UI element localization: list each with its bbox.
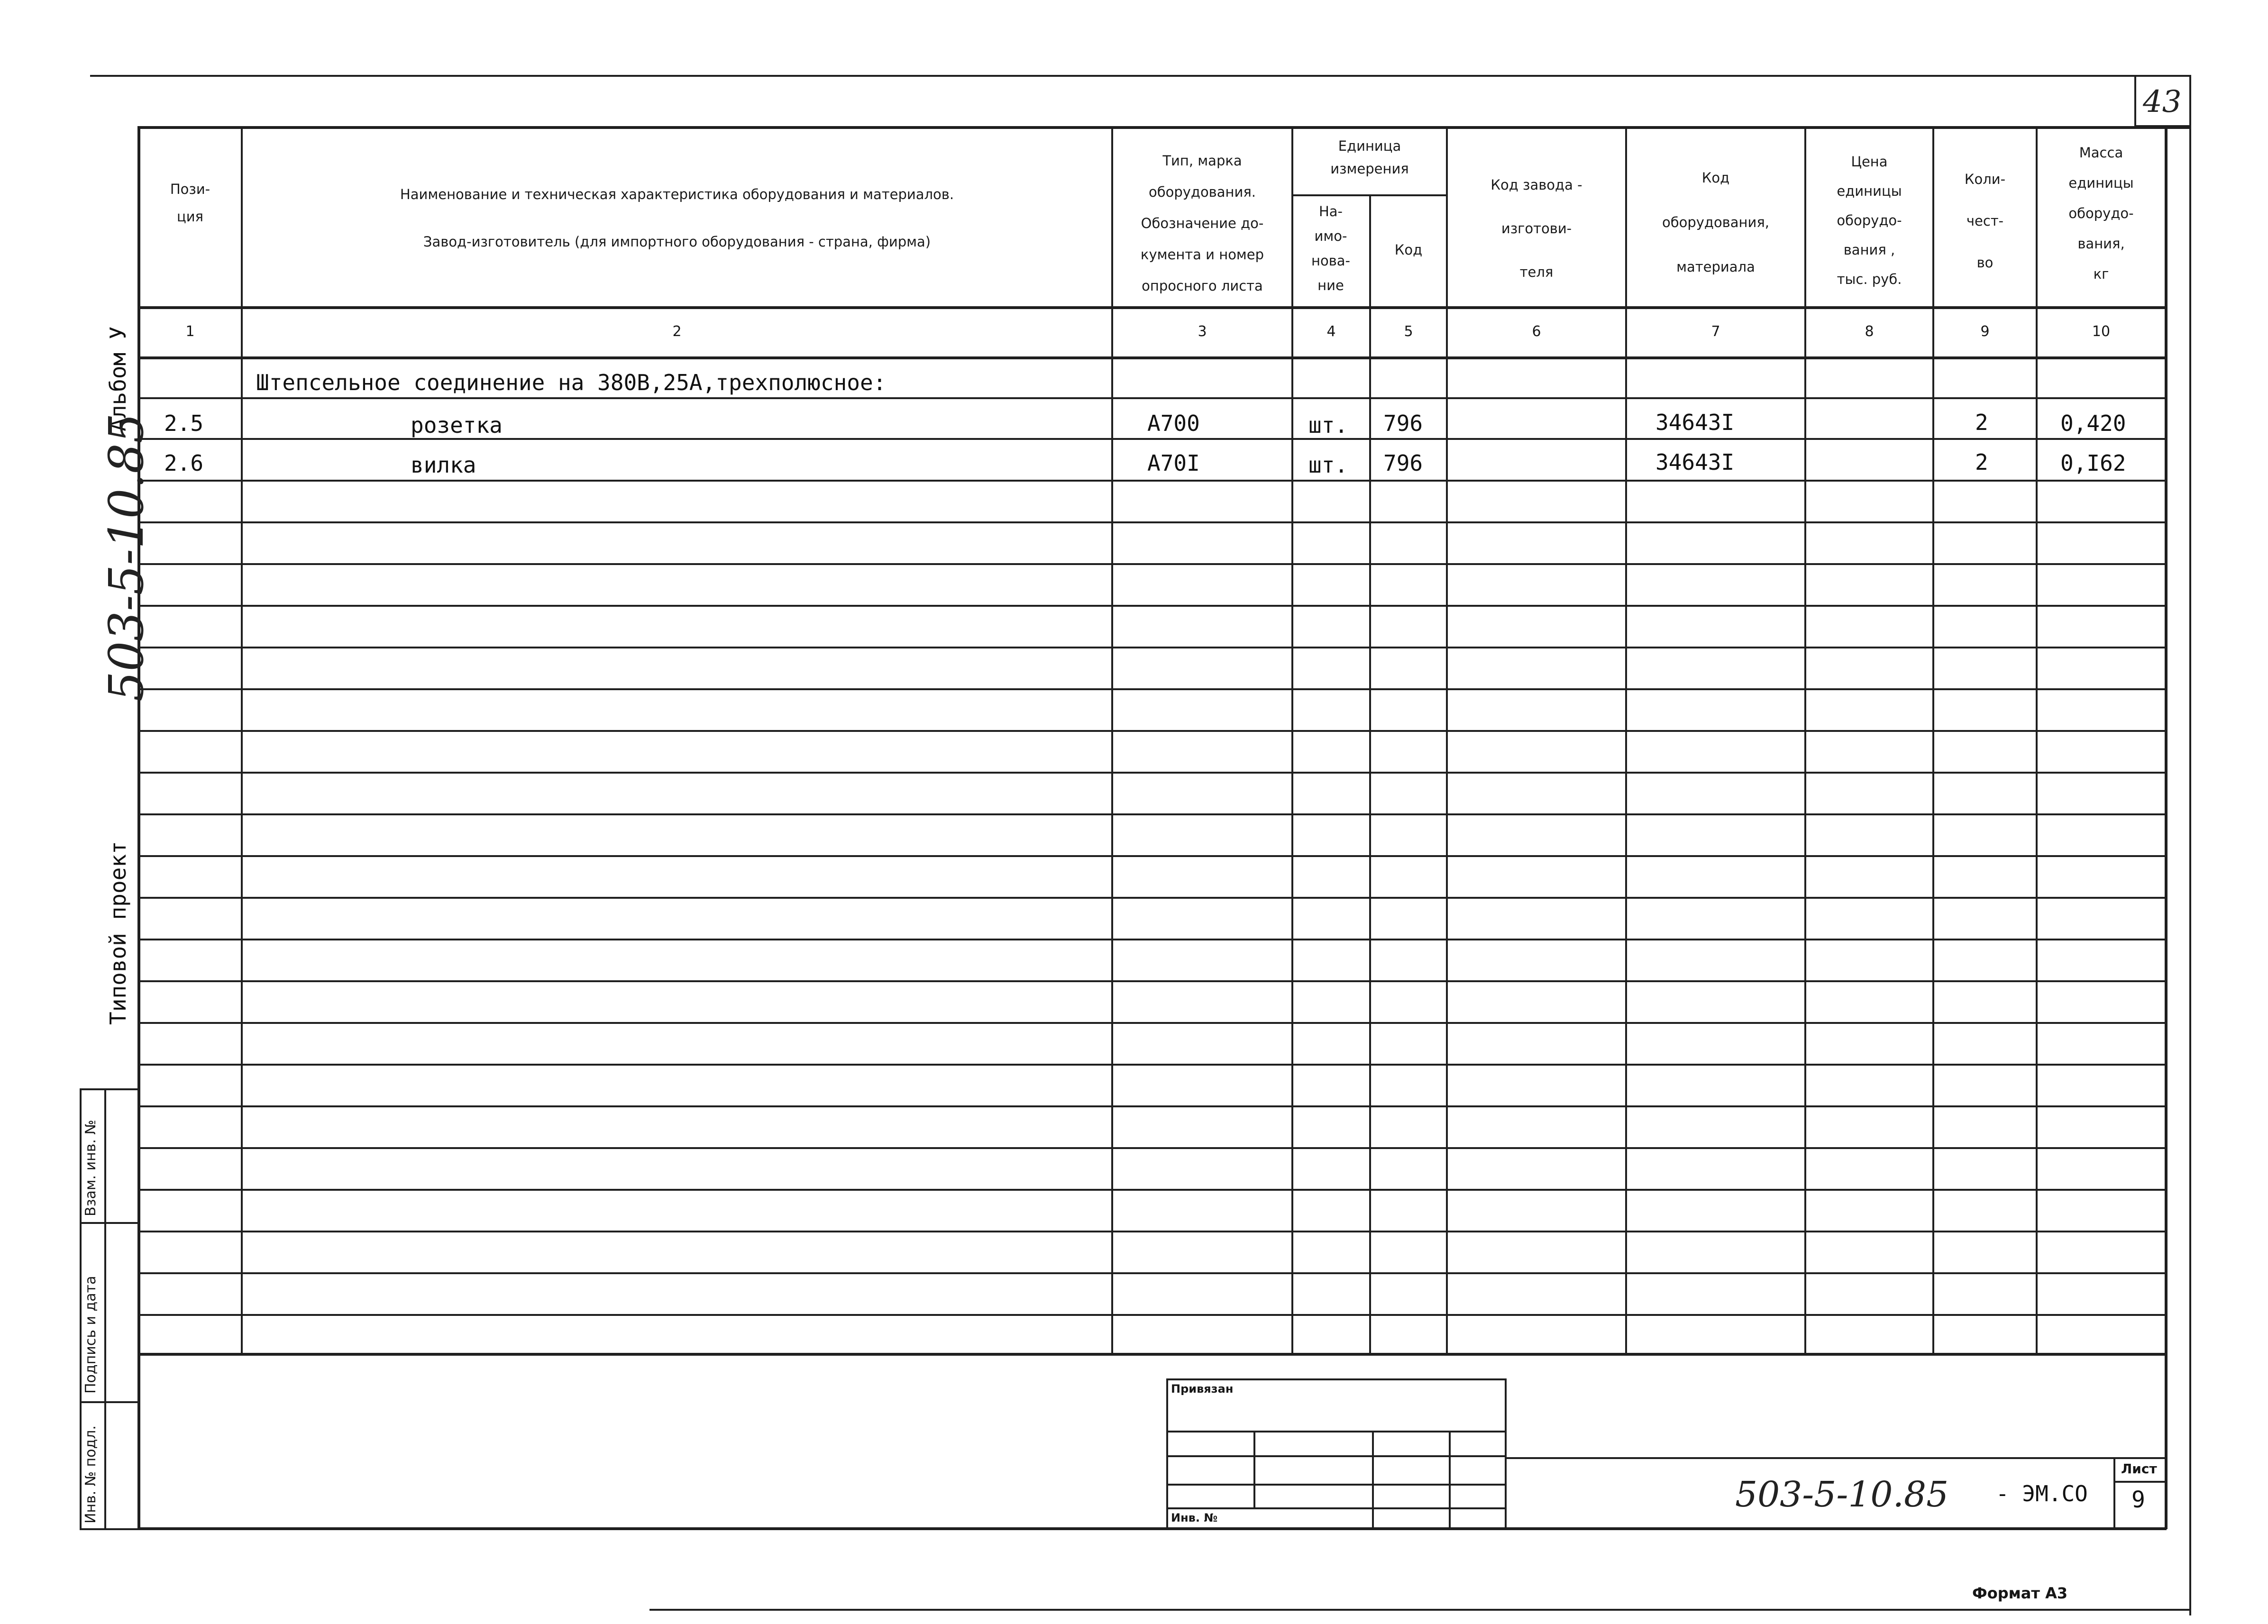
frame-bottom bbox=[137, 1527, 2167, 1530]
stamp-podpis-data: Подпись и дата bbox=[82, 1276, 99, 1394]
header-c3-line: кумента и номер bbox=[1140, 246, 1264, 263]
header-c45-line: измерения bbox=[1330, 161, 1409, 177]
format-label: Формат А3 bbox=[1972, 1584, 2068, 1602]
header-c8-line: оборудо- bbox=[1837, 212, 1902, 228]
header-c6-line: Код завода - bbox=[1491, 177, 1582, 193]
col-number: 1 bbox=[185, 323, 195, 340]
header-c3 bbox=[1114, 145, 1290, 301]
row-line bbox=[137, 1189, 2166, 1191]
cell-unit-code: 796 bbox=[1383, 411, 1423, 436]
right-page-line bbox=[2189, 75, 2191, 1615]
stamp-vzam-inv: Взам. инв. № bbox=[82, 1120, 99, 1216]
header-c4-line: ние bbox=[1317, 277, 1344, 293]
group-title: Штепсельное соединение на 380В,25А,трехполюсное: bbox=[256, 370, 887, 395]
row-line bbox=[137, 521, 2166, 523]
cell-qty: 2 bbox=[1975, 449, 1988, 475]
row-line bbox=[137, 480, 2166, 482]
top-page-line bbox=[90, 75, 2190, 77]
table-bottom-line bbox=[137, 1353, 2166, 1356]
header-c4-line: На- bbox=[1318, 203, 1343, 219]
corner-box-left bbox=[2134, 75, 2136, 126]
row-line bbox=[137, 605, 2166, 607]
stamp-strip-div bbox=[80, 1401, 138, 1403]
col-line-9 bbox=[2036, 126, 2038, 1353]
col-number: 7 bbox=[1711, 323, 1720, 340]
row-line bbox=[137, 438, 2166, 440]
col-line-5 bbox=[1446, 126, 1448, 1353]
privyazan-line bbox=[1166, 1507, 1507, 1509]
header-c9-line: чест- bbox=[1966, 213, 2004, 229]
sheet-box-left bbox=[2113, 1457, 2115, 1528]
header-c2-line: Наименование и техническая характеристика оборудования и материалов. bbox=[400, 186, 954, 202]
header-c10-line: вания, bbox=[2077, 236, 2125, 252]
frame-top bbox=[137, 126, 2190, 129]
row-line bbox=[137, 1272, 2166, 1274]
sheet-label: Лист bbox=[2121, 1461, 2157, 1477]
row-line bbox=[137, 855, 2166, 857]
row-line bbox=[137, 897, 2166, 899]
cell-unit-code: 796 bbox=[1383, 450, 1423, 476]
cell-unit: шт. bbox=[1308, 452, 1348, 478]
handwritten-project-code: 503-5-10.85 bbox=[99, 413, 154, 702]
col-line-4 bbox=[1369, 194, 1371, 1353]
row-line bbox=[137, 563, 2166, 565]
cell-equip-code: 34643I bbox=[1655, 410, 1735, 435]
header-c2-line: Завод-изготовитель (для импортного оборудования - страна, фирма) bbox=[423, 234, 931, 250]
unit-subheader-line bbox=[1291, 194, 1447, 196]
row-line bbox=[137, 647, 2166, 648]
header-c7-line: Код bbox=[1701, 170, 1730, 186]
col-line-2 bbox=[1111, 126, 1113, 1353]
row-line bbox=[137, 1231, 2166, 1232]
header-c6 bbox=[1449, 163, 1624, 294]
privyazan-block bbox=[1166, 1378, 1507, 1529]
header-c7-line: оборудования, bbox=[1662, 214, 1770, 230]
privyazan-label: Привязан bbox=[1171, 1382, 1234, 1396]
frame-right bbox=[2165, 126, 2167, 1529]
header-c9 bbox=[1935, 158, 2035, 283]
row-line bbox=[137, 1314, 2166, 1316]
cell-qty: 2 bbox=[1975, 410, 1988, 435]
header-c1-line: ция bbox=[176, 209, 204, 225]
header-c45-top bbox=[1294, 135, 1445, 180]
cell-pos: 2.6 bbox=[164, 450, 204, 476]
corner-page-number: 43 bbox=[2143, 84, 2182, 119]
bottom-page-line bbox=[649, 1609, 2190, 1611]
row-line bbox=[137, 688, 2166, 690]
header-c1-line: Пози- bbox=[170, 181, 210, 197]
row-line bbox=[137, 1022, 2166, 1024]
header-c4 bbox=[1293, 199, 1368, 298]
row-line bbox=[137, 772, 2166, 774]
header-c10-line: оборудо- bbox=[2068, 205, 2134, 221]
sheet-number: 9 bbox=[2131, 1487, 2145, 1513]
title-main-line bbox=[1507, 1457, 2166, 1459]
cell-name: вилка bbox=[411, 452, 476, 478]
header-c6-line: теля bbox=[1519, 264, 1554, 280]
col-number: 2 bbox=[672, 323, 682, 340]
header-c8-line: единицы bbox=[1837, 183, 1902, 199]
row-line bbox=[137, 1064, 2166, 1066]
header-c5: Код bbox=[1394, 242, 1423, 258]
col-number: 10 bbox=[2092, 323, 2111, 340]
header-c3-line: Обозначение до- bbox=[1141, 215, 1264, 231]
header-c7 bbox=[1628, 155, 1803, 289]
col-number: 5 bbox=[1404, 323, 1413, 340]
header-c3-line: оборудования. bbox=[1148, 184, 1256, 200]
header-c4-line: имо- bbox=[1314, 228, 1347, 244]
header-c7-line: материала bbox=[1676, 259, 1755, 275]
header-c10-line: Масса bbox=[2079, 145, 2123, 161]
col-number: 6 bbox=[1532, 323, 1541, 340]
privyazan-line bbox=[1166, 1455, 1507, 1457]
row-line bbox=[137, 730, 2166, 732]
col-number: 4 bbox=[1326, 323, 1336, 340]
header-c3-line: опросного листа bbox=[1142, 278, 1263, 294]
privyazan-line bbox=[1166, 1431, 1507, 1432]
header-c10-line: единицы bbox=[2068, 175, 2134, 191]
header-c1 bbox=[140, 175, 240, 230]
privyazan-col bbox=[1372, 1431, 1374, 1529]
row-line bbox=[137, 397, 2166, 399]
header-c8-line: тыс. руб. bbox=[1837, 271, 1902, 287]
cell-mass: 0,420 bbox=[2060, 411, 2126, 436]
cell-unit: шт. bbox=[1308, 412, 1348, 438]
header-bottom-line bbox=[137, 306, 2166, 309]
header-c8-line: Цена bbox=[1851, 154, 1888, 170]
row-line bbox=[137, 980, 2166, 982]
header-c10-line: кг bbox=[2093, 266, 2109, 282]
col-line-8 bbox=[1932, 126, 1934, 1353]
row-line bbox=[137, 1147, 2166, 1149]
cell-equip-code: 34643I bbox=[1655, 449, 1735, 475]
colnum-bottom-line bbox=[137, 356, 2166, 359]
header-c6-line: изготови- bbox=[1501, 220, 1572, 237]
privyazan-line bbox=[1166, 1484, 1507, 1486]
col-number: 3 bbox=[1198, 323, 1207, 340]
col-line-3 bbox=[1291, 126, 1293, 1353]
cell-pos: 2.5 bbox=[164, 411, 204, 436]
cell-type: А700 bbox=[1147, 411, 1200, 436]
inv-no-label: Инв. № bbox=[1171, 1511, 1218, 1524]
stamp-strip-div bbox=[80, 1222, 138, 1224]
header-c10 bbox=[2039, 137, 2164, 289]
header-c45-line: Единица bbox=[1338, 138, 1401, 154]
doc-code-handwritten: 503-5-10.85 bbox=[1735, 1474, 1949, 1515]
row-line bbox=[137, 1105, 2166, 1107]
header-c4-line: нова- bbox=[1311, 253, 1351, 269]
project-label: Типовой проект bbox=[105, 841, 131, 1025]
stamp-strip-inner bbox=[104, 1088, 106, 1529]
stamp-strip-bottom bbox=[80, 1528, 138, 1530]
cell-name: розетка bbox=[411, 412, 503, 438]
stamp-strip-left bbox=[80, 1088, 82, 1529]
row-line bbox=[137, 813, 2166, 815]
col-line-7 bbox=[1804, 126, 1806, 1353]
header-c2 bbox=[244, 171, 1110, 265]
album-label: Альбом У bbox=[105, 326, 131, 431]
header-c9-line: во bbox=[1976, 255, 1994, 271]
privyazan-col bbox=[1449, 1431, 1451, 1529]
col-line-1 bbox=[241, 126, 243, 1353]
header-c8 bbox=[1807, 147, 1931, 294]
stamp-inv-podl: Инв. № подл. bbox=[82, 1425, 99, 1524]
header-c3-line: Тип, марка bbox=[1162, 153, 1242, 169]
col-number: 8 bbox=[1865, 323, 1874, 340]
header-c9-line: Коли- bbox=[1964, 171, 2006, 187]
row-line bbox=[137, 939, 2166, 940]
col-line-6 bbox=[1625, 126, 1627, 1353]
col-number: 9 bbox=[1980, 323, 1990, 340]
sheet-box-mid bbox=[2113, 1481, 2166, 1483]
cell-mass: 0,I62 bbox=[2060, 450, 2126, 476]
cell-type: А70I bbox=[1147, 450, 1200, 476]
stamp-strip-top bbox=[80, 1088, 138, 1090]
header-c8-line: вания , bbox=[1843, 242, 1895, 258]
doc-suffix: - ЭМ.СО bbox=[1996, 1481, 2088, 1506]
privyazan-col bbox=[1253, 1431, 1255, 1507]
